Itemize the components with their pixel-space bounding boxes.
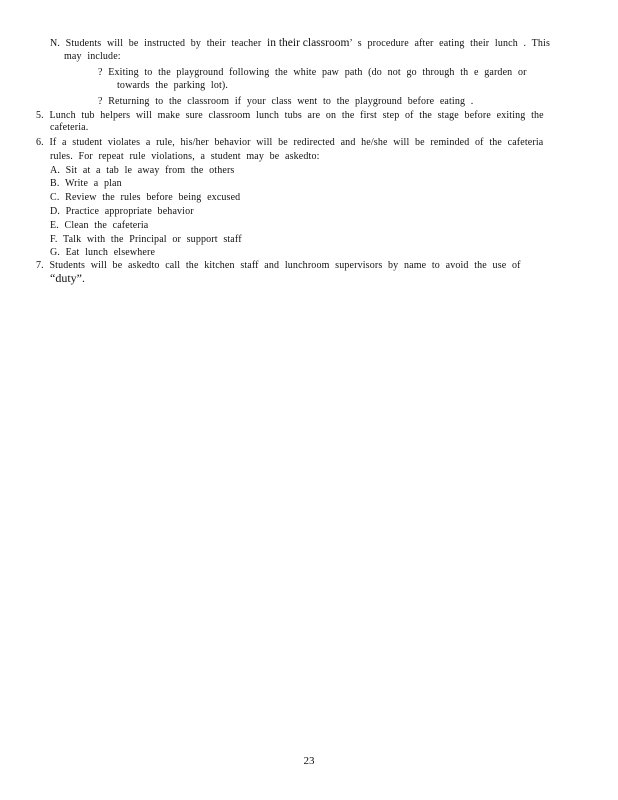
- item-6-option-a: A. Sit at a tab le away from the others: [50, 165, 235, 176]
- item-6-option-d: D. Practice appropriate behavior: [50, 206, 194, 217]
- item-n-bullet-2: ? Returning to the classroom if your class went to the playground before eating .: [98, 96, 474, 107]
- item-n-line-2: may include:: [64, 51, 121, 62]
- item-n-bullet-1-line-1: ? Exiting to the playground following the white paw path (do not go through th e garden or: [98, 67, 527, 78]
- item-6-option-c: C. Review the rules before being excused: [50, 192, 241, 203]
- item-6-line-2: rules. For repeat rule violations, a student may be askedto:: [50, 151, 320, 162]
- item-6-line-1: 6. If a student violates a rule, his/her behavior will be redirected and he/she will be reminded of the cafeteria: [36, 137, 544, 148]
- item-n-text-end: ’ s procedure after eating their lunch . This: [349, 38, 550, 49]
- item-5-line-1: 5. Lunch tub helpers will make sure classroom lunch tubs are on the first step of the stage before exiting the: [36, 110, 544, 121]
- item-5-line-2: cafeteria.: [50, 122, 89, 133]
- item-6-option-e: E. Clean the cafeteria: [50, 220, 149, 231]
- item-n-line-1: [50, 37, 550, 50]
- item-n-text-start: N. Students will be instructed by their teacher: [50, 38, 262, 49]
- item-6-option-f: F. Talk with the Principal or support staff: [50, 234, 242, 245]
- page-number: 23: [303, 755, 315, 767]
- item-7-line-1: 7. Students will be askedto call the kitchen staff and lunchroom supervisors by name to avoid the use of: [36, 260, 521, 271]
- item-6-option-b: B. Write a plan: [50, 178, 122, 189]
- item-n-bullet-1-line-2: towards the parking lot).: [117, 80, 229, 91]
- item-n-emphasis: in their classroom: [267, 37, 350, 49]
- item-6-option-g: G. Eat lunch elsewhere: [50, 247, 156, 258]
- item-7-line-2: “duty”.: [50, 271, 85, 285]
